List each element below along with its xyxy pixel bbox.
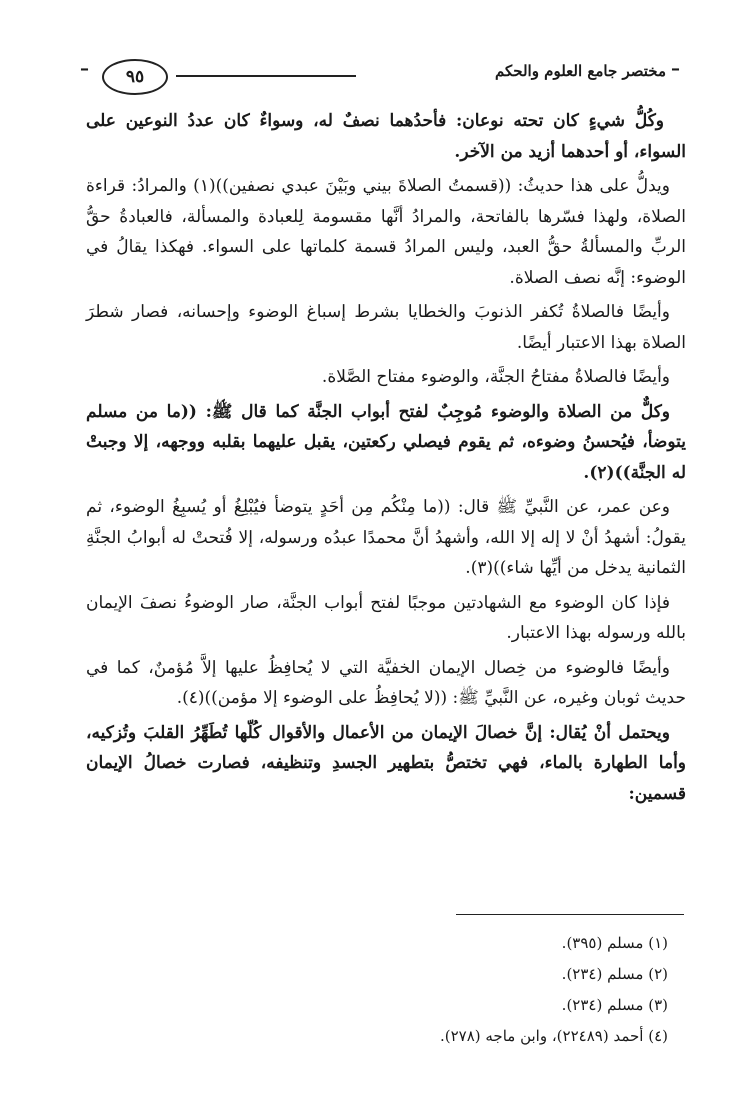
footnote-1: (١) مسلم (٣٩٥). — [561, 934, 668, 952]
header-dash-left: – — [80, 58, 89, 79]
header-dash-right: – — [671, 58, 680, 79]
footnote-2: (٢) مسلم (٢٣٤). — [561, 965, 668, 983]
paragraph-8: وأيضًا فالوضوء من خِصال الإيمان الخفيَّة التي لا يُحافِظُ عليها إلاَّ مُؤمنٌ، كما في حديث ثوبان وغيره، عن النَّبيِّ ﷺ: ((لا يُحافِظُ على الوضوء إلا مؤمن))(٤). — [86, 657, 686, 708]
paragraph-3: وأيضًا فالصلاةُ تُكفر الذنوبَ والخطايا بشرط إسباغ الوضوء وإحسانه، فصار شطرَ الصلاة بهذا الاعتبار أيضًا. — [86, 302, 686, 353]
paragraph-9: ويحتمل أنْ يُقال: إنَّ خصالَ الإيمان من الأعمال والأقوال كُلّها تُطَهِّرُ القلبَ وتُزكيه، وأما الطهارة بالماء، فهي تختصُّ بتطهير الجسدِ وتنظيفه، فصارت خصالُ الإيمان قسمين: — [86, 722, 686, 804]
paragraph-1: وكُلُّ شيءٍ كان تحته نوعان: فأحدُهما نصفٌ له، وسواءٌ كان عددُ النوعين على السواء، أو أحدهما أزيد من الآخر. — [86, 111, 686, 162]
footnote-3: (٣) مسلم (٢٣٤). — [561, 996, 668, 1014]
main-text — [86, 106, 686, 813]
paragraph-7: فإذا كان الوضوء مع الشهادتين موجبًا لفتح أبواب الجنَّة، صار الوضوءُ نصفَ الإيمان بالله ورسوله بهذا الاعتبار. — [86, 592, 686, 643]
book-title: مختصر جامع العلوم والحكم — [495, 62, 666, 80]
header-rule-left — [176, 75, 356, 77]
paragraph-4: وأيضًا فالصلاةُ مفتاحُ الجنَّة، والوضوء مفتاح الصَّلاة. — [321, 367, 670, 387]
page-number: ٩٥ — [102, 59, 168, 95]
paragraph-6: وعن عمر، عن النَّبيِّ ﷺ قال: ((ما مِنْكُم مِن أحَدٍ يتوضأ فيُبْلِغُ أو يُسبِغُ الوضوء، ثم يقولُ: أشهدُ أنْ لا إله إلا الله، وأشهدُ أنَّ محمدًا عبدُه ورسوله، إلا فُتحتْ له أبوابُ الجنَّةِ الثمانية يدخل من أيِّها شاء))(٣). — [86, 497, 686, 578]
footnote-divider — [456, 914, 684, 915]
footnotes — [86, 928, 686, 1052]
paragraph-2: ويدلُّ على هذا حديثُ: ((قسمتُ الصلاةَ بيني وبَيْنَ عبدي نصفين))(١) والمرادُ: قراءة الصلاة، ولهذا فسّرها بالفاتحة، والمرادُ أنَّها مقسومة لِلعبادة والمسألة، فالعبادةُ حقُّ الربِّ والمسألةُ حقُّ العبد، وليس المرادُ قسمة كلماتها على السواء. فهكذا يقالُ في الوضوء: إنَّه نصف الصلاة. — [86, 176, 686, 288]
page-header — [80, 56, 680, 96]
footnote-4: (٤) أحمد (٢٢٤٨٩)، وابن ماجه (٢٧٨). — [439, 1027, 668, 1045]
paragraph-5: وكلٌّ من الصلاة والوضوء مُوجِبٌ لفتح أبواب الجنَّة كما قال ﷺ: ((ما من مسلم يتوضأ، فيُحسنُ وضوءه، ثم يقوم فيصلي ركعتين، يقبل عليهما بقلبه ووجهه، إلا وجبتْ له الجنَّة))(٢). — [86, 401, 686, 483]
